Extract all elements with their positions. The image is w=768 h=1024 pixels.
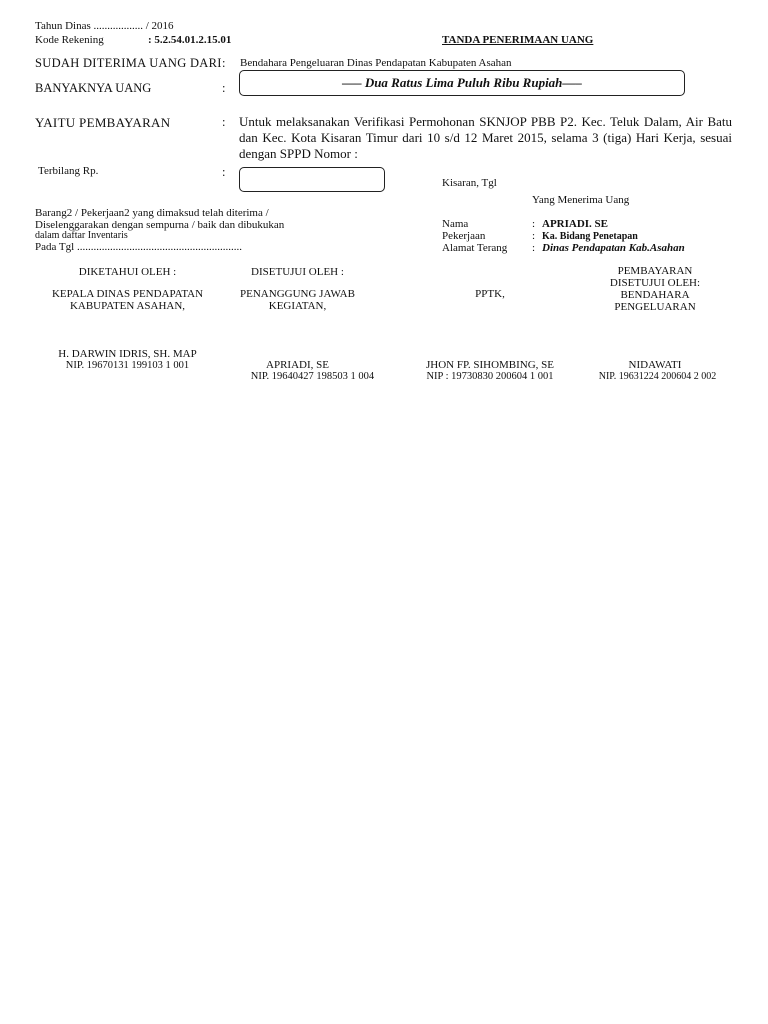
sig1-name: H. DARWIN IDRIS, SH. MAP [58, 348, 197, 360]
colon: : [532, 242, 536, 254]
receiver-title: Yang Menerima Uang [532, 194, 630, 206]
sig1-role: KEPALA DINAS PENDAPATAN KABUPATEN ASAHAN, [51, 288, 204, 312]
pekerjaan-value: Ka. Bidang Penetapan [542, 231, 638, 242]
nama-value: APRIADI. SE [542, 218, 609, 230]
tahun-dinas: Tahun Dinas .................. / 2016 [35, 20, 174, 32]
colon: : [532, 218, 536, 230]
diterima-value: Bendahara Pengeluaran Dinas Pendapatan Kabupaten Asahan [240, 57, 512, 69]
sig2-role: PENANGGUNG JAWAB KEGIATAN, [240, 288, 355, 312]
colon: : [222, 115, 226, 129]
colon: : [222, 56, 226, 70]
goods-line-3: dalam daftar Inventaris [35, 230, 128, 241]
sig3-name: JHON FP. SIHOMBING, SE [425, 359, 555, 371]
colon: : [222, 165, 226, 179]
sig4-heading: PEMBAYARAN DISETUJUI OLEH: BENDAHARA PENGELUARAN [609, 265, 701, 313]
kode-rekening-value: : 5.2.54.01.2.15.01 [148, 34, 232, 46]
sig3-role: PPTK, [475, 288, 505, 300]
sig4-name: NIDAWATI [628, 359, 682, 371]
document-title: TANDA PENERIMAAN UANG [442, 34, 594, 46]
pembayaran-description: Untuk melaksanakan Verifikasi Permohonan SKNJOP PBB P2. Kec. Teluk Dalam, Air Batu dan Kec. Kota Kisaran Timur dari 10 s/d 12 Maret 2015, selama 3 (tiga) Hari Kerja, sesuai dengan SPPD Nomor : [239, 114, 732, 161]
sig3-nip: NIP : 19730830 200604 1 001 [426, 371, 554, 382]
place-date: Kisaran, Tgl [442, 177, 497, 189]
colon: : [222, 81, 226, 95]
diterima-label: SUDAH DITERIMA UANG DARI [35, 56, 222, 70]
goods-line-4: Pada Tgl ............................................................ [35, 241, 242, 253]
kode-rekening-label: Kode Rekening [35, 34, 104, 46]
goods-line-2: Diselenggarakan dengan sempurna / baik dan dibukukan [35, 219, 285, 231]
pekerjaan-label: Pekerjaan [442, 230, 486, 242]
sig2-heading: DISETUJUI OLEH : [251, 266, 344, 278]
sig2-nip: NIP. 19640427 198503 1 004 [250, 371, 375, 382]
terbilang-label: Terbilang Rp. [38, 165, 99, 177]
terbilang-box [239, 167, 385, 192]
goods-line-1: Barang2 / Pekerjaan2 yang dimaksud telah diterima / [35, 207, 269, 219]
amount-in-words: —– Dua Ratus Lima Puluh Ribu Rupiah—– [342, 75, 582, 90]
alamat-value: Dinas Pendapatan Kab.Asahan [542, 242, 685, 254]
sig1-heading: DIKETAHUI OLEH : [78, 266, 177, 278]
sig4-nip: NIP. 19631224 200604 2 002 [598, 371, 717, 382]
alamat-label: Alamat Terang [442, 242, 508, 254]
pembayaran-label: YAITU PEMBAYARAN [35, 115, 171, 130]
sig2-name: APRIADI, SE [266, 359, 329, 371]
banyaknya-label: BANYAKNYA UANG [35, 81, 152, 95]
nama-label: Nama [442, 218, 469, 230]
sig1-nip: NIP. 19670131 199103 1 001 [65, 360, 190, 371]
colon: : [532, 230, 536, 242]
